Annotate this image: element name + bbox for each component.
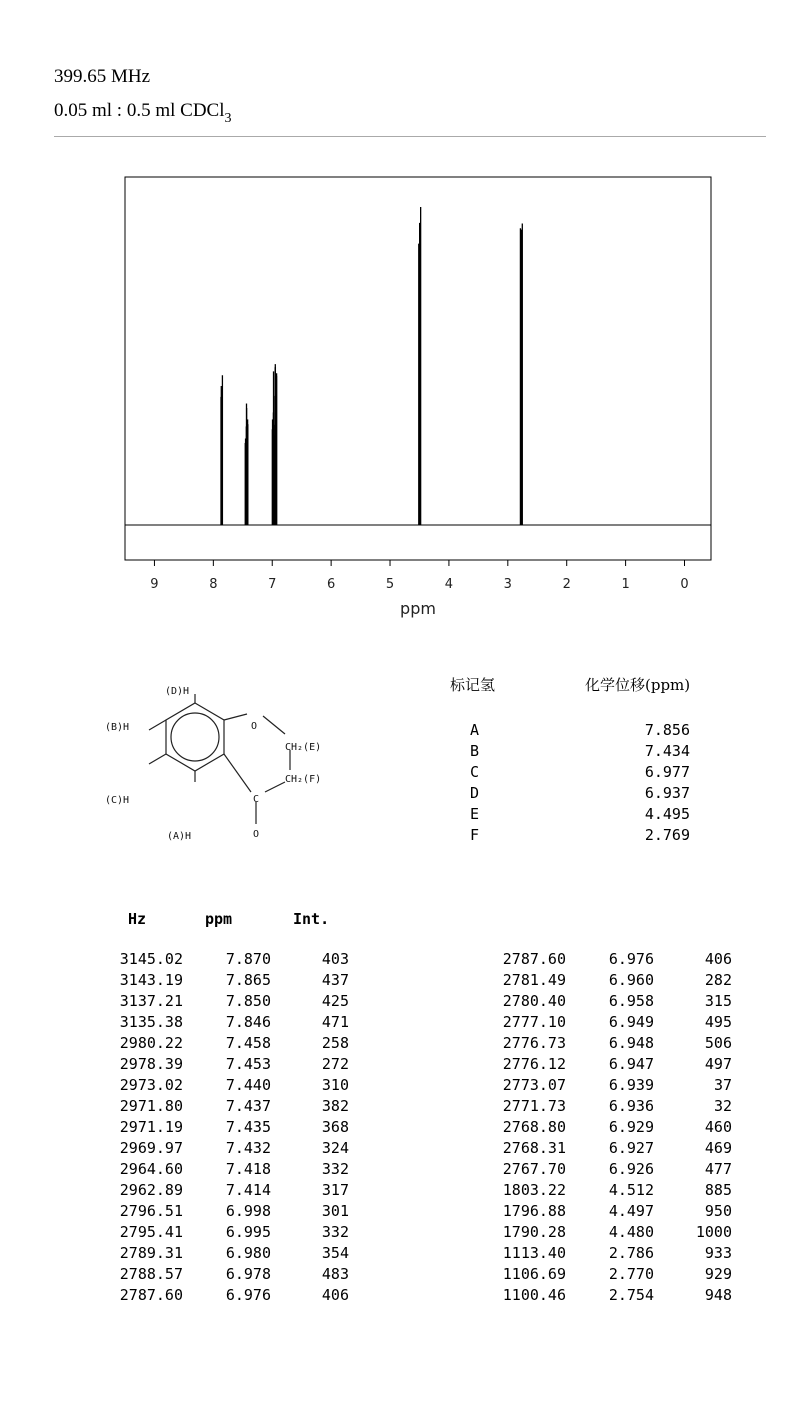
- peak-row: [105, 1012, 349, 1033]
- assignment-shift: 6.977: [644, 763, 690, 781]
- peak-ppm: 2.754: [608, 1286, 654, 1304]
- peak-row: [105, 970, 349, 991]
- peak-row: [488, 1075, 732, 1096]
- peak-row: [488, 1180, 732, 1201]
- peak-row: [105, 1117, 349, 1138]
- molecule-structure: [95, 672, 355, 847]
- solvent-subscript: 3: [224, 111, 232, 126]
- bond-h-b: [149, 720, 166, 730]
- peak-hz: 2788.57: [119, 1265, 183, 1283]
- peak-intensity: 933: [704, 1244, 732, 1262]
- spectrometer-frequency: 399.65 MHz: [54, 66, 151, 87]
- assignment-row: [470, 825, 690, 846]
- x-tick-label-3: 3: [503, 577, 512, 592]
- peak-intensity: 301: [321, 1202, 349, 1220]
- peak-hz: 2796.51: [119, 1202, 183, 1220]
- peak-intensity: 460: [704, 1118, 732, 1136]
- assignment-shift: 7.434: [644, 742, 690, 760]
- peak-hz: 1803.22: [502, 1181, 566, 1199]
- peak-intensity: 332: [321, 1223, 349, 1241]
- assignment-row: [470, 783, 690, 804]
- peak-row: [105, 1243, 349, 1264]
- peak-intensity: 506: [704, 1034, 732, 1052]
- peak-ppm: 7.437: [225, 1097, 271, 1115]
- peak-intensity: 282: [704, 971, 732, 989]
- bond-o-ch2: [263, 716, 285, 734]
- assignment-shift: 4.495: [644, 805, 690, 823]
- peak-intensity: 324: [321, 1139, 349, 1157]
- peak-ppm: 7.453: [225, 1055, 271, 1073]
- peak-intensity: 32: [713, 1097, 732, 1115]
- x-tick-label-0: 0: [680, 577, 689, 592]
- peak-hz: 1113.40: [502, 1244, 566, 1262]
- peak-hz: 2787.60: [119, 1286, 183, 1304]
- peak-intensity: 483: [321, 1265, 349, 1283]
- label-ch2-f: CH₂(F): [285, 774, 322, 785]
- peak-row: [488, 1264, 732, 1285]
- x-tick-label-2: 2: [562, 577, 571, 592]
- peak-hz: 2776.12: [502, 1055, 566, 1073]
- peak-ppm: 7.432: [225, 1139, 271, 1157]
- peak-intensity: 403: [321, 950, 349, 968]
- peak-header-intensity: Int.: [293, 910, 330, 928]
- peak-hz: 3137.21: [119, 992, 183, 1010]
- assignment-row: [470, 762, 690, 783]
- peak-row: [488, 1285, 732, 1306]
- peak-hz: 2978.39: [119, 1055, 183, 1073]
- label-ch2-e: CH₂(E): [285, 742, 322, 753]
- assignment-shift: 6.937: [644, 784, 690, 802]
- peak-intensity: 477: [704, 1160, 732, 1178]
- peak-row: [488, 1117, 732, 1138]
- peak-hz: 2773.07: [502, 1076, 566, 1094]
- peak-hz: 2771.73: [502, 1097, 566, 1115]
- assignment-header-shift: 化学位移(ppm): [585, 676, 691, 694]
- assignment-label: D: [470, 784, 480, 802]
- peak-row: [488, 991, 732, 1012]
- x-axis-title: ppm: [400, 599, 436, 618]
- peak-hz: 2964.60: [119, 1160, 183, 1178]
- x-tick-label-4: 4: [444, 577, 454, 592]
- peak-ppm: 6.958: [608, 992, 654, 1010]
- peak-ppm: 6.960: [608, 971, 654, 989]
- peak-ppm: 6.926: [608, 1160, 654, 1178]
- peak-intensity: 382: [321, 1097, 349, 1115]
- peak-row: [105, 991, 349, 1012]
- peak-header-ppm: ppm: [205, 910, 233, 928]
- peak-ppm: 6.939: [608, 1076, 654, 1094]
- peak-table-right: [488, 949, 732, 1306]
- peak-ppm: 6.948: [608, 1034, 654, 1052]
- peak-row: [105, 1138, 349, 1159]
- peak-hz: 2971.80: [119, 1097, 183, 1115]
- peak-hz: 2780.40: [502, 992, 566, 1010]
- peak-hz: 3145.02: [119, 950, 183, 968]
- peak-ppm: 7.850: [225, 992, 271, 1010]
- peak-intensity: 497: [704, 1055, 732, 1073]
- peak-row: [105, 1075, 349, 1096]
- peak-intensity: 406: [321, 1286, 349, 1304]
- bond-ch2-c: [265, 782, 285, 792]
- peak-intensity: 258: [321, 1034, 349, 1052]
- peak-ppm: 6.936: [608, 1097, 654, 1115]
- peak-ppm: 4.497: [608, 1202, 654, 1220]
- peak-hz: 2781.49: [502, 971, 566, 989]
- bond-ring-c: [224, 754, 251, 792]
- peak-hz: 1106.69: [502, 1265, 566, 1283]
- peak-ppm: 6.976: [225, 1286, 271, 1304]
- aromatic-circle: [171, 713, 219, 761]
- peak-row: [488, 1012, 732, 1033]
- peak-ppm: 2.786: [608, 1244, 654, 1262]
- bond-ring-o: [224, 714, 247, 720]
- peak-row: [105, 1201, 349, 1222]
- peak-row: [488, 1138, 732, 1159]
- peak-row: [488, 970, 732, 991]
- peak-intensity: 332: [321, 1160, 349, 1178]
- peak-hz: 3135.38: [119, 1013, 183, 1031]
- benzene-ring: [166, 703, 224, 771]
- peak-ppm: 7.846: [225, 1013, 271, 1031]
- peak-ppm: 6.978: [225, 1265, 271, 1283]
- peak-row: [105, 1054, 349, 1075]
- peak-intensity: 948: [704, 1286, 732, 1304]
- solvent-text: 0.05 ml : 0.5 ml CDCl: [54, 100, 225, 121]
- peak-hz: 1100.46: [502, 1286, 566, 1304]
- x-tick-label-6: 6: [326, 577, 336, 592]
- peak-intensity: 929: [704, 1265, 732, 1283]
- peak-intensity: 272: [321, 1055, 349, 1073]
- label-h-c: (C)H: [105, 795, 130, 806]
- assignment-label: E: [470, 805, 480, 823]
- label-h-b: (B)H: [105, 722, 130, 733]
- assignment-row: [470, 804, 690, 825]
- peak-hz: 1790.28: [502, 1223, 566, 1241]
- peak-intensity: 469: [704, 1139, 732, 1157]
- peak-row: [488, 1201, 732, 1222]
- peak-intensity: 310: [321, 1076, 349, 1094]
- peak-ppm: 7.435: [225, 1118, 271, 1136]
- assignment-label: B: [470, 742, 480, 760]
- structure-bonds: [149, 694, 290, 824]
- peak-intensity: 950: [704, 1202, 732, 1220]
- peak-hz: 2787.60: [502, 950, 566, 968]
- x-tick-label-9: 9: [150, 577, 159, 592]
- peak-intensity: 354: [321, 1244, 349, 1262]
- peak-ppm: 6.947: [608, 1055, 654, 1073]
- peak-header-hz: Hz: [128, 910, 147, 928]
- peak-intensity: 437: [321, 971, 349, 989]
- label-h-d: (D)H: [165, 686, 190, 697]
- peak-ppm: 2.770: [608, 1265, 654, 1283]
- peak-ppm: 7.458: [225, 1034, 271, 1052]
- peak-ppm: 4.512: [608, 1181, 654, 1199]
- assignment-table: [470, 720, 690, 846]
- peak-intensity: 406: [704, 950, 732, 968]
- peak-hz: 2973.02: [119, 1076, 183, 1094]
- assignment-shift: 2.769: [644, 826, 690, 844]
- peak-hz: 2795.41: [119, 1223, 183, 1241]
- peak-row: [105, 1033, 349, 1054]
- bond-h-c: [149, 754, 166, 764]
- peak-row: [105, 1264, 349, 1285]
- peak-ppm: 6.929: [608, 1118, 654, 1136]
- peak-ppm: 6.980: [225, 1244, 271, 1262]
- peak-intensity: 425: [321, 992, 349, 1010]
- assignment-row: [470, 720, 690, 741]
- nmr-spectrum-chart: [0, 0, 794, 640]
- peak-row: [488, 1222, 732, 1243]
- assignment-row: [470, 741, 690, 762]
- peak-ppm: 4.480: [608, 1223, 654, 1241]
- x-tick-label-7: 7: [268, 577, 277, 592]
- peak-lines: [221, 207, 522, 525]
- peak-hz: 2768.31: [502, 1139, 566, 1157]
- peak-intensity: 1000: [695, 1223, 732, 1241]
- peak-ppm: 6.976: [608, 950, 654, 968]
- peak-hz: 2767.70: [502, 1160, 566, 1178]
- peak-hz: 2776.73: [502, 1034, 566, 1052]
- peak-ppm: 6.927: [608, 1139, 654, 1157]
- peak-intensity: 317: [321, 1181, 349, 1199]
- peak-row: [488, 1054, 732, 1075]
- peak-hz: 2962.89: [119, 1181, 183, 1199]
- peak-row: [488, 949, 732, 970]
- peak-intensity: 885: [704, 1181, 732, 1199]
- peak-hz: 2777.10: [502, 1013, 566, 1031]
- peak-hz: 2980.22: [119, 1034, 183, 1052]
- assignment-shift: 7.856: [644, 721, 690, 739]
- peak-ppm: 6.995: [225, 1223, 271, 1241]
- peak-hz: 1796.88: [502, 1202, 566, 1220]
- x-tick-label-8: 8: [209, 577, 218, 592]
- assignment-label: C: [470, 763, 480, 781]
- peak-row: [105, 1159, 349, 1180]
- peak-hz: 2789.31: [119, 1244, 183, 1262]
- peak-intensity: 495: [704, 1013, 732, 1031]
- x-tick-label-5: 5: [385, 577, 395, 592]
- peak-hz: 2768.80: [502, 1118, 566, 1136]
- label-ring-oxygen: O: [251, 721, 258, 732]
- peak-ppm: 7.865: [225, 971, 271, 989]
- assignment-header-label: 标记氢: [450, 676, 496, 694]
- plot-frame: [125, 177, 711, 560]
- peak-table-left: [105, 949, 349, 1306]
- x-axis-ticks: [150, 560, 688, 592]
- peak-row: [488, 1243, 732, 1264]
- peak-ppm: 7.414: [225, 1181, 271, 1199]
- peak-intensity: 315: [704, 992, 732, 1010]
- peak-hz: 3143.19: [119, 971, 183, 989]
- label-carbonyl-oxygen: O: [253, 829, 260, 840]
- x-tick-label-1: 1: [621, 577, 630, 592]
- peak-intensity: 37: [713, 1076, 732, 1094]
- peak-hz: 2971.19: [119, 1118, 183, 1136]
- peak-row: [105, 949, 349, 970]
- peak-row: [105, 1285, 349, 1306]
- peak-row: [105, 1222, 349, 1243]
- peak-ppm: 6.998: [225, 1202, 271, 1220]
- label-h-a: (A)H: [167, 831, 192, 842]
- peak-ppm: 7.870: [225, 950, 271, 968]
- peak-row: [105, 1096, 349, 1117]
- peak-row: [105, 1180, 349, 1201]
- peak-hz: 2969.97: [119, 1139, 183, 1157]
- peak-ppm: 7.418: [225, 1160, 271, 1178]
- peak-intensity: 471: [321, 1013, 349, 1031]
- assignment-label: A: [470, 721, 480, 739]
- peak-row: [488, 1096, 732, 1117]
- peak-row: [488, 1033, 732, 1054]
- peak-ppm: 7.440: [225, 1076, 271, 1094]
- peak-intensity: 368: [321, 1118, 349, 1136]
- label-carbonyl-carbon: C: [253, 794, 260, 805]
- assignment-label: F: [470, 826, 480, 844]
- peak-ppm: 6.949: [608, 1013, 654, 1031]
- peak-row: [488, 1159, 732, 1180]
